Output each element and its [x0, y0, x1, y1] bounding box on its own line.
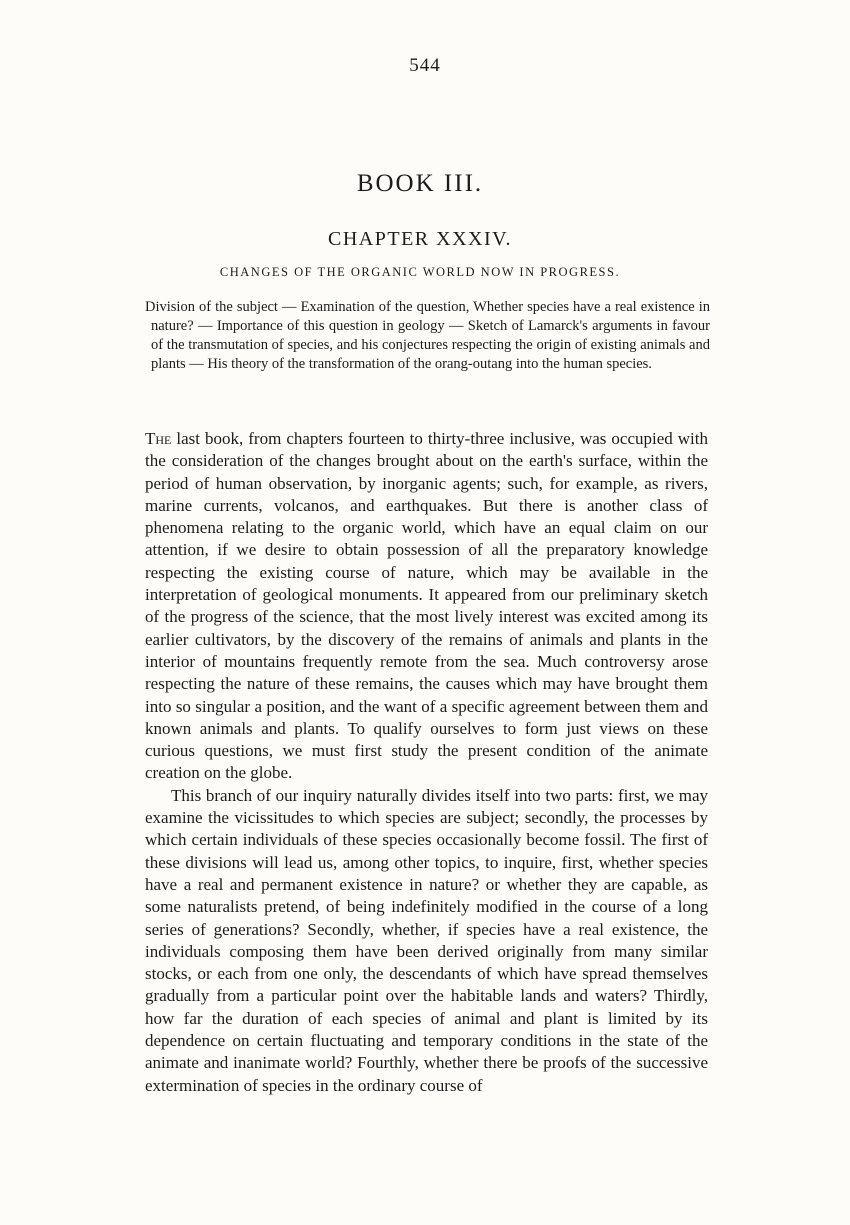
paragraph-text: last book, from chapters fourteen to thirty-three inclusive, was occupied with the consideration of the changes brought about on the earth's surface, within the period of human observation, by inorganic agents; such, for example, as rivers, marine currents, volcanos, and earthquakes. But there is another class of phenomena relating to the organic world, which have an equal claim on our attention, if we desire to obtain possession of all the preparatory knowledge respecting the existing course of nature, which may be available in the interpretation of geological monuments. It appeared from our preliminary sketch of the progress of the science, that the most lively interest was excited among its earlier cultivators, by the discovery of the remains of animals and plants in the interior of mountains frequently remote from the sea. Much controversy arose respecting the nature of these remains, the causes which may have brought them into so singular a position, and the want of a specific agreement between them and known animals and plants. To qualify ourselves to form just views on these curious questions, we must first study the present condition of the animate creation on the globe.: [145, 429, 708, 783]
paragraph-text: This branch of our inquiry naturally divides itself into two parts: first, we may examine the vicissitudes to which species are subject; secondly, the processes by which certain individuals of these species occasionally become fossil. The first of these divisions will lead us, among other topics, to inquire, first, whether species have a real and permanent existence in nature? or whether they are capable, as some naturalists pretend, of being indefinitely modified in the course of a long series of generations? Secondly, whether, if species have a real existence, the individuals composing them have been derived originally from many similar stocks, or each from one only, the descendants of which have spread themselves gradually from a particular point over the habitable lands and waters? Thirdly, how far the duration of each species of animal and plant is limited by its dependence on certain fluctuating and temporary conditions in the state of the animate and inanimate world? Fourthly, whether there be proofs of the successive extermination of species in the ordinary course of: [145, 785, 708, 1095]
paragraph: [145, 785, 708, 1097]
chapter-title: CHAPTER XXXIV.: [328, 228, 512, 250]
chapter-summary: Division of the subject — Examination of the question, Whether species have a real existence in nature? — Importance of this question in geology — Sketch of Lamarck's arguments in favour of the transmutation of species, and his conjectures respecting the origin of existing animals and plants — His theory of the transformation of the orang-outang into the human species.: [145, 299, 710, 372]
page-number: 544: [409, 55, 441, 76]
book-title: BOOK III.: [356, 170, 484, 197]
paragraph-lead-word: The: [145, 429, 172, 448]
paragraph: [145, 428, 708, 785]
chapter-subtitle: CHANGES OF THE ORGANIC WORLD NOW IN PROGRESS.: [219, 265, 621, 279]
body-text: [145, 428, 708, 1097]
